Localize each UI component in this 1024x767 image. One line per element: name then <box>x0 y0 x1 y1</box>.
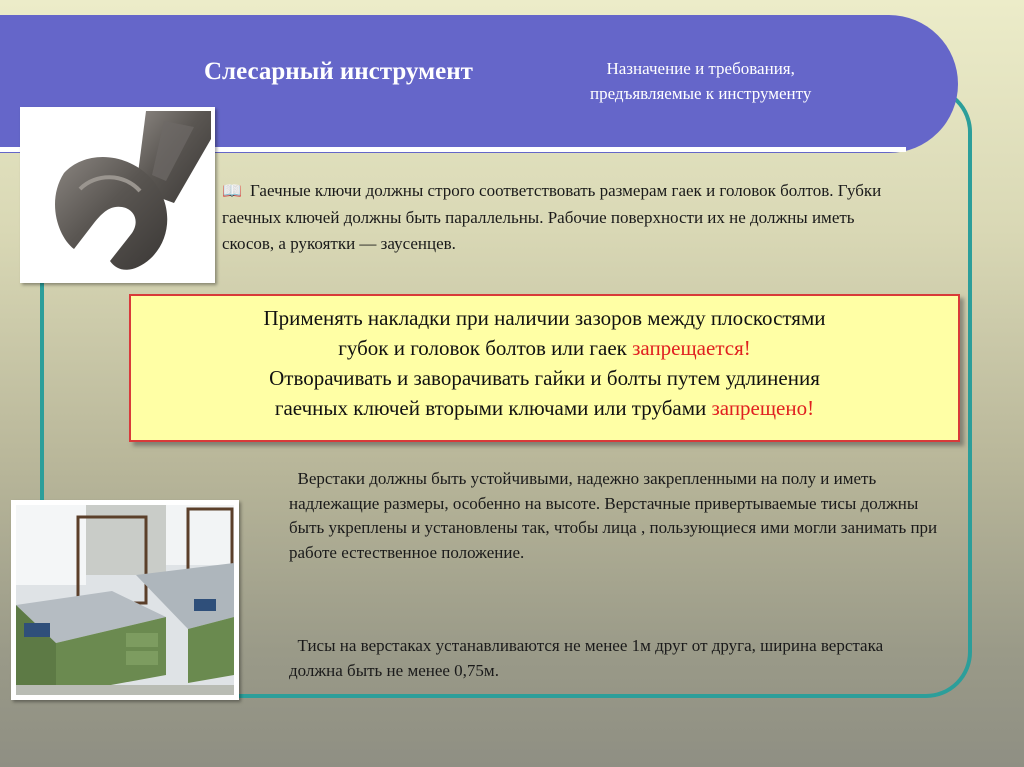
slide-title: Слесарный инструмент <box>204 58 473 85</box>
wrench-requirements-text <box>222 178 892 257</box>
warning-box <box>129 294 960 442</box>
wrench-requirements-body: Гаечные ключи должны строго соответствовать размерам гаек и головок болтов. Губки гаечных ключей должны быть параллельны. Рабочие поверхности их не должны иметь скосов, а рукоятки — заусенцев. <box>222 181 882 253</box>
subtitle-line-2: предъявляемые к инструменту <box>590 84 812 103</box>
warning-line-3: Отворачивать и заворачивать гайки и болты путем удлинения <box>269 366 820 390</box>
warning-line-4 <box>131 393 958 423</box>
wrench-photo <box>20 107 215 283</box>
workbench-photo <box>11 500 239 700</box>
book-icon: 📖 <box>222 183 242 200</box>
warning-forbidden-2: запрещено <box>711 396 808 420</box>
workbench-icon <box>16 505 234 695</box>
warning-excl-2: ! <box>807 396 815 420</box>
warning-forbidden-1: запрещается <box>632 336 744 360</box>
slide-subtitle <box>590 56 811 106</box>
warning-line-4-text: гаечных ключей вторыми ключами или трубами <box>274 396 712 420</box>
workbench-requirements-text: Верстаки должны быть устойчивыми, надежно закрепленными на полу и иметь надлежащие размеры, особенно на высоте. Верстачные привертываемые тисы должны быть укреплены и установлены так, чтобы лица , пользующиеся ими могли занимать при работе естественное положение. <box>289 469 938 562</box>
warning-line-1: Применять накладки при наличии зазоров между плоскостями <box>263 306 826 330</box>
subtitle-line-1: Назначение и требования, <box>606 59 795 78</box>
warning-line-2-text: губок и головок болтов или гаек <box>338 336 633 360</box>
vise-distance-text: Тисы на верстаках устанавливаются не менее 1м друг от друга, ширина верстака должна быть не менее 0,75м. <box>289 636 884 680</box>
warning-excl-1: ! <box>743 336 751 360</box>
warning-line-2 <box>131 333 958 363</box>
wrench-icon <box>24 111 211 279</box>
